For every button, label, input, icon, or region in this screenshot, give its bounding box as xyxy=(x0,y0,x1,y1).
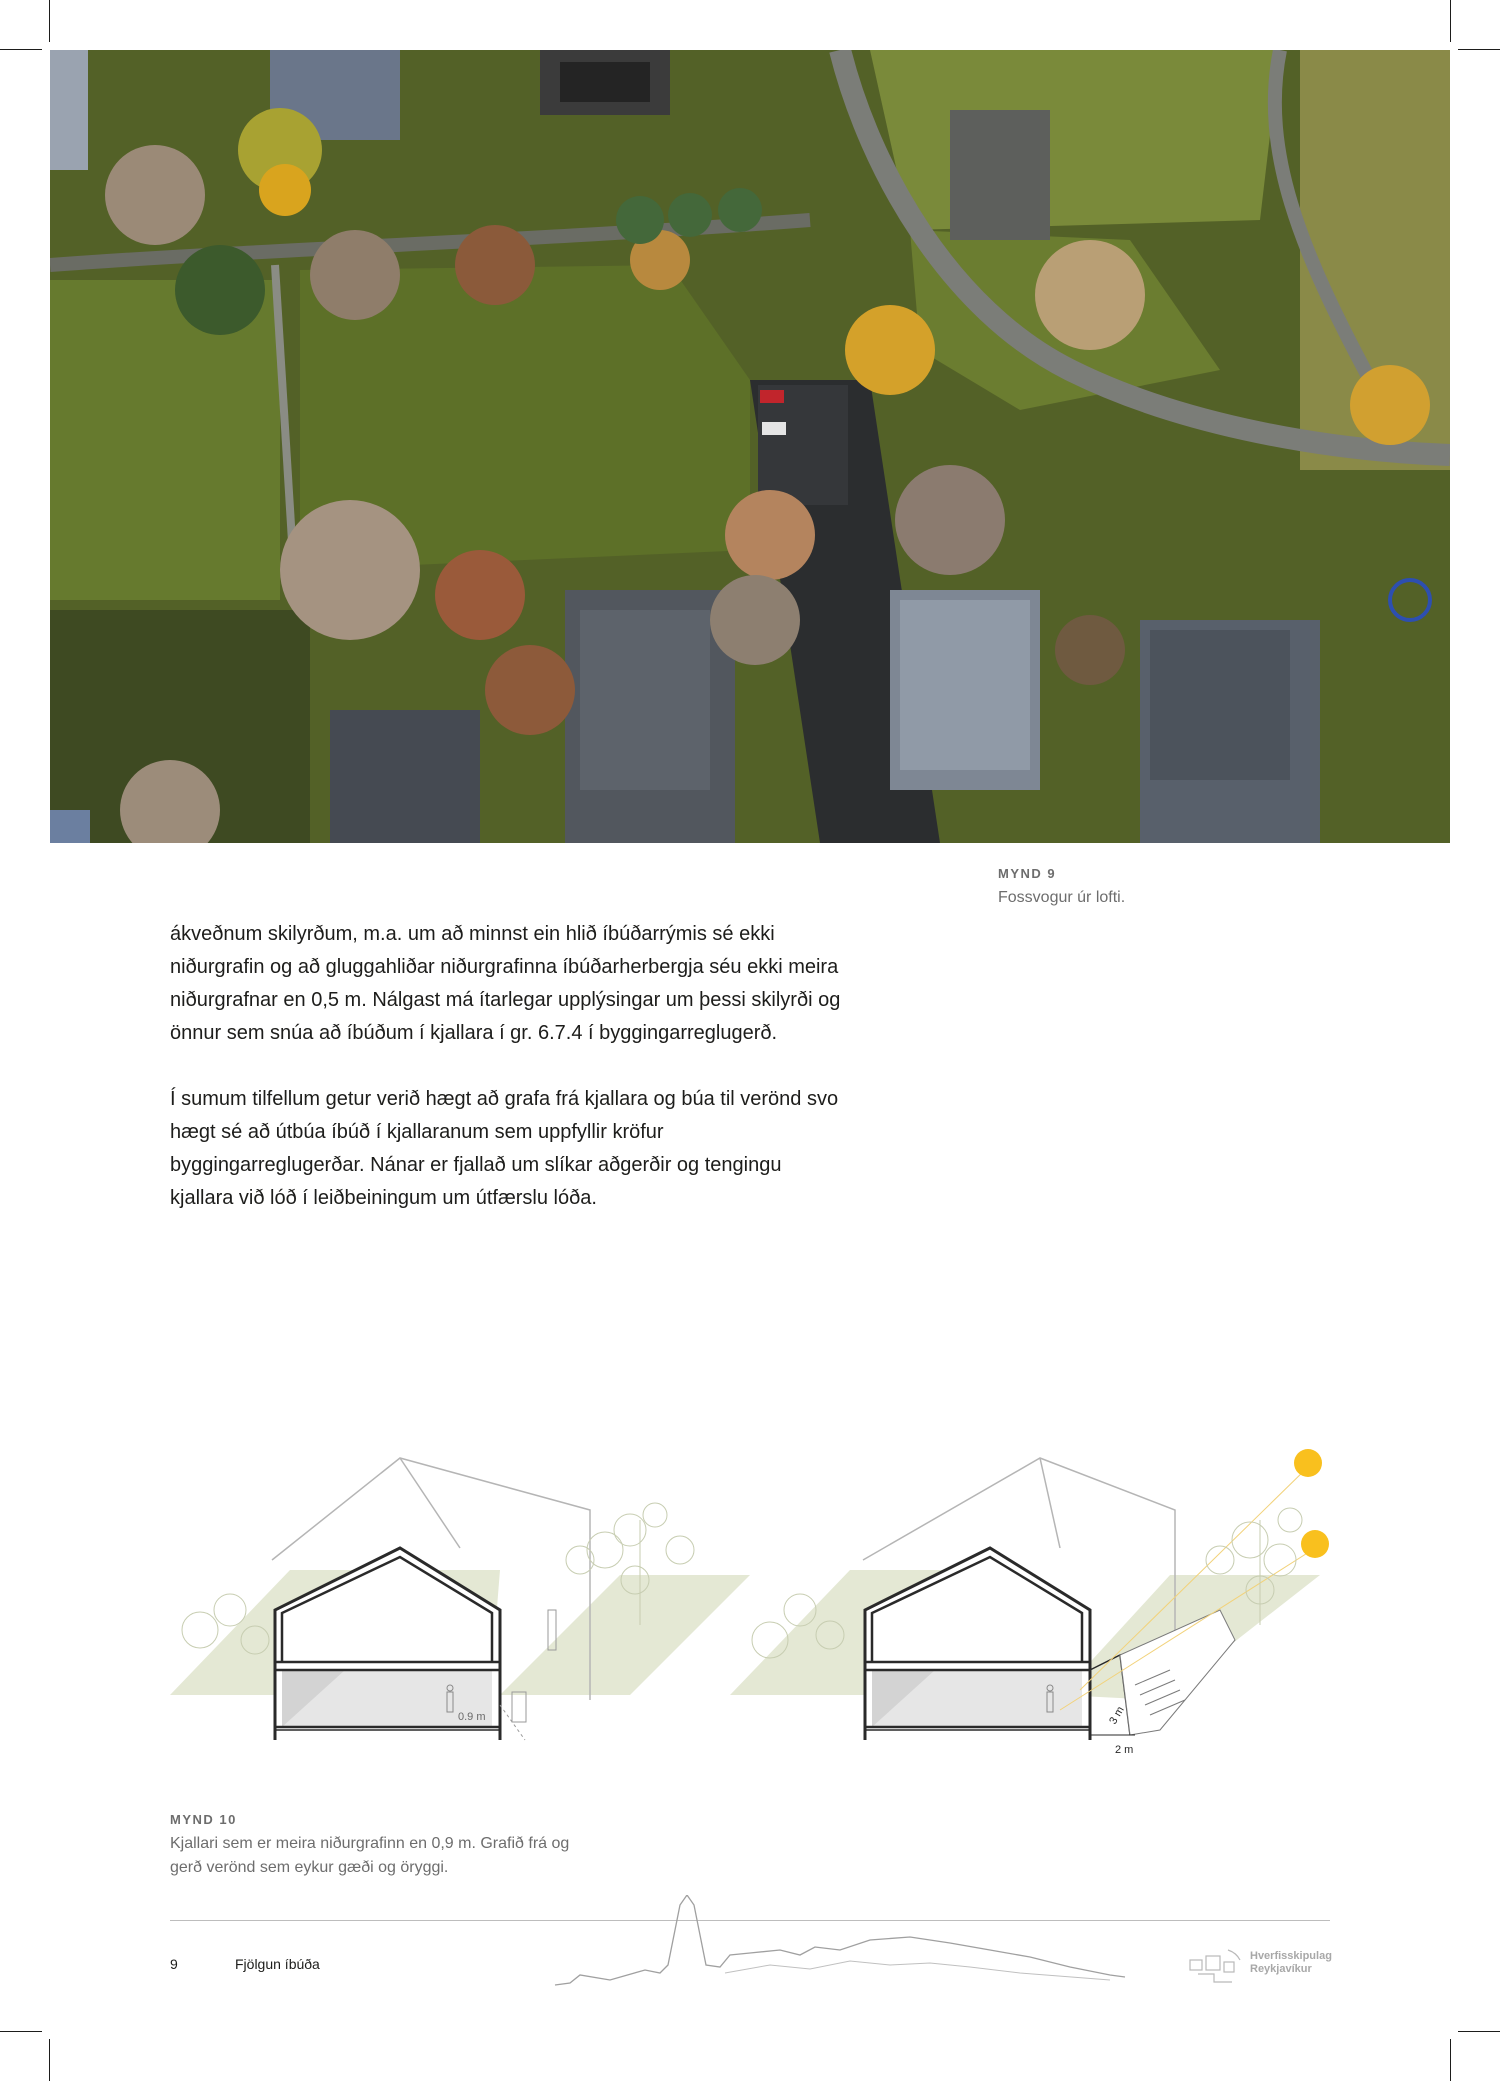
house-section-left xyxy=(170,1458,750,1740)
caption-line: gerð verönd sem eykur gæði og öryggi. xyxy=(170,1859,449,1876)
document-title: Fjölgun íbúða xyxy=(235,1956,320,1972)
logo-line: Reykjavíkur xyxy=(1250,1963,1312,1975)
caption-label: MYND 9 xyxy=(998,866,1057,881)
crop-mark xyxy=(49,0,50,42)
figure-caption-9 xyxy=(998,866,1125,910)
paragraph: Í sumum tilfellum getur verið hægt að grafa frá kjallara og búa til verönd svo hægt sé að útbúa íbúð í kjallaranum sem uppfyllir kröfur byggingarreglugerðar. Nánar er fjallað um slíkar aðgerðir og tengingu kjallara við lóð í leiðbeiningum um útfærslu lóða. xyxy=(170,1088,839,1209)
depth-label: 0.9 m xyxy=(458,1711,486,1723)
caption-text xyxy=(170,1832,569,1880)
crop-mark xyxy=(1450,2039,1451,2081)
logo-line: Hverfisskipulag xyxy=(1250,1950,1332,1962)
page-number: 9 xyxy=(170,1956,178,1972)
crop-mark xyxy=(1450,0,1451,42)
paragraph: ákveðnum skilyrðum, m.a. um að minnst ein hlið íbúðarrýmis sé ekki niðurgrafin og að gluggahliðar niðurgrafinna íbúðarherbergja séu ekki meira niðurgrafnar en 0,5 m. Nálgast má ítarlegar upplýsingar um þessi skilyrði og önnur sem snúa að íbúðum í kjallara í gr. 6.7.4 í byggingarreglugerð. xyxy=(170,923,841,1044)
height-label: 3 m xyxy=(1107,1704,1127,1727)
width-label: 2 m xyxy=(1115,1744,1134,1756)
figure-caption-10 xyxy=(170,1812,569,1880)
crop-mark xyxy=(49,2039,50,2081)
logo-icon xyxy=(1188,1948,1248,1984)
sun-icon xyxy=(1294,1449,1322,1477)
body-text xyxy=(170,918,850,1248)
caption-label: MYND 10 xyxy=(170,1812,237,1827)
crop-mark xyxy=(1458,49,1500,50)
logo-text xyxy=(1250,1950,1332,1976)
crop-mark xyxy=(0,2031,42,2032)
basement-section-diagram xyxy=(160,1430,1360,1760)
crop-mark xyxy=(0,49,42,50)
caption-line: Kjallari sem er meira niðurgrafinn en 0,9 m. Grafið frá og xyxy=(170,1835,570,1852)
aerial-photo xyxy=(50,50,1450,843)
crop-mark xyxy=(1458,2031,1500,2032)
house-section-right xyxy=(730,1449,1329,1756)
sun-icon xyxy=(1301,1530,1329,1558)
city-skyline-icon xyxy=(550,1895,1130,1995)
caption-text: Fossvogur úr lofti. xyxy=(998,889,1126,906)
